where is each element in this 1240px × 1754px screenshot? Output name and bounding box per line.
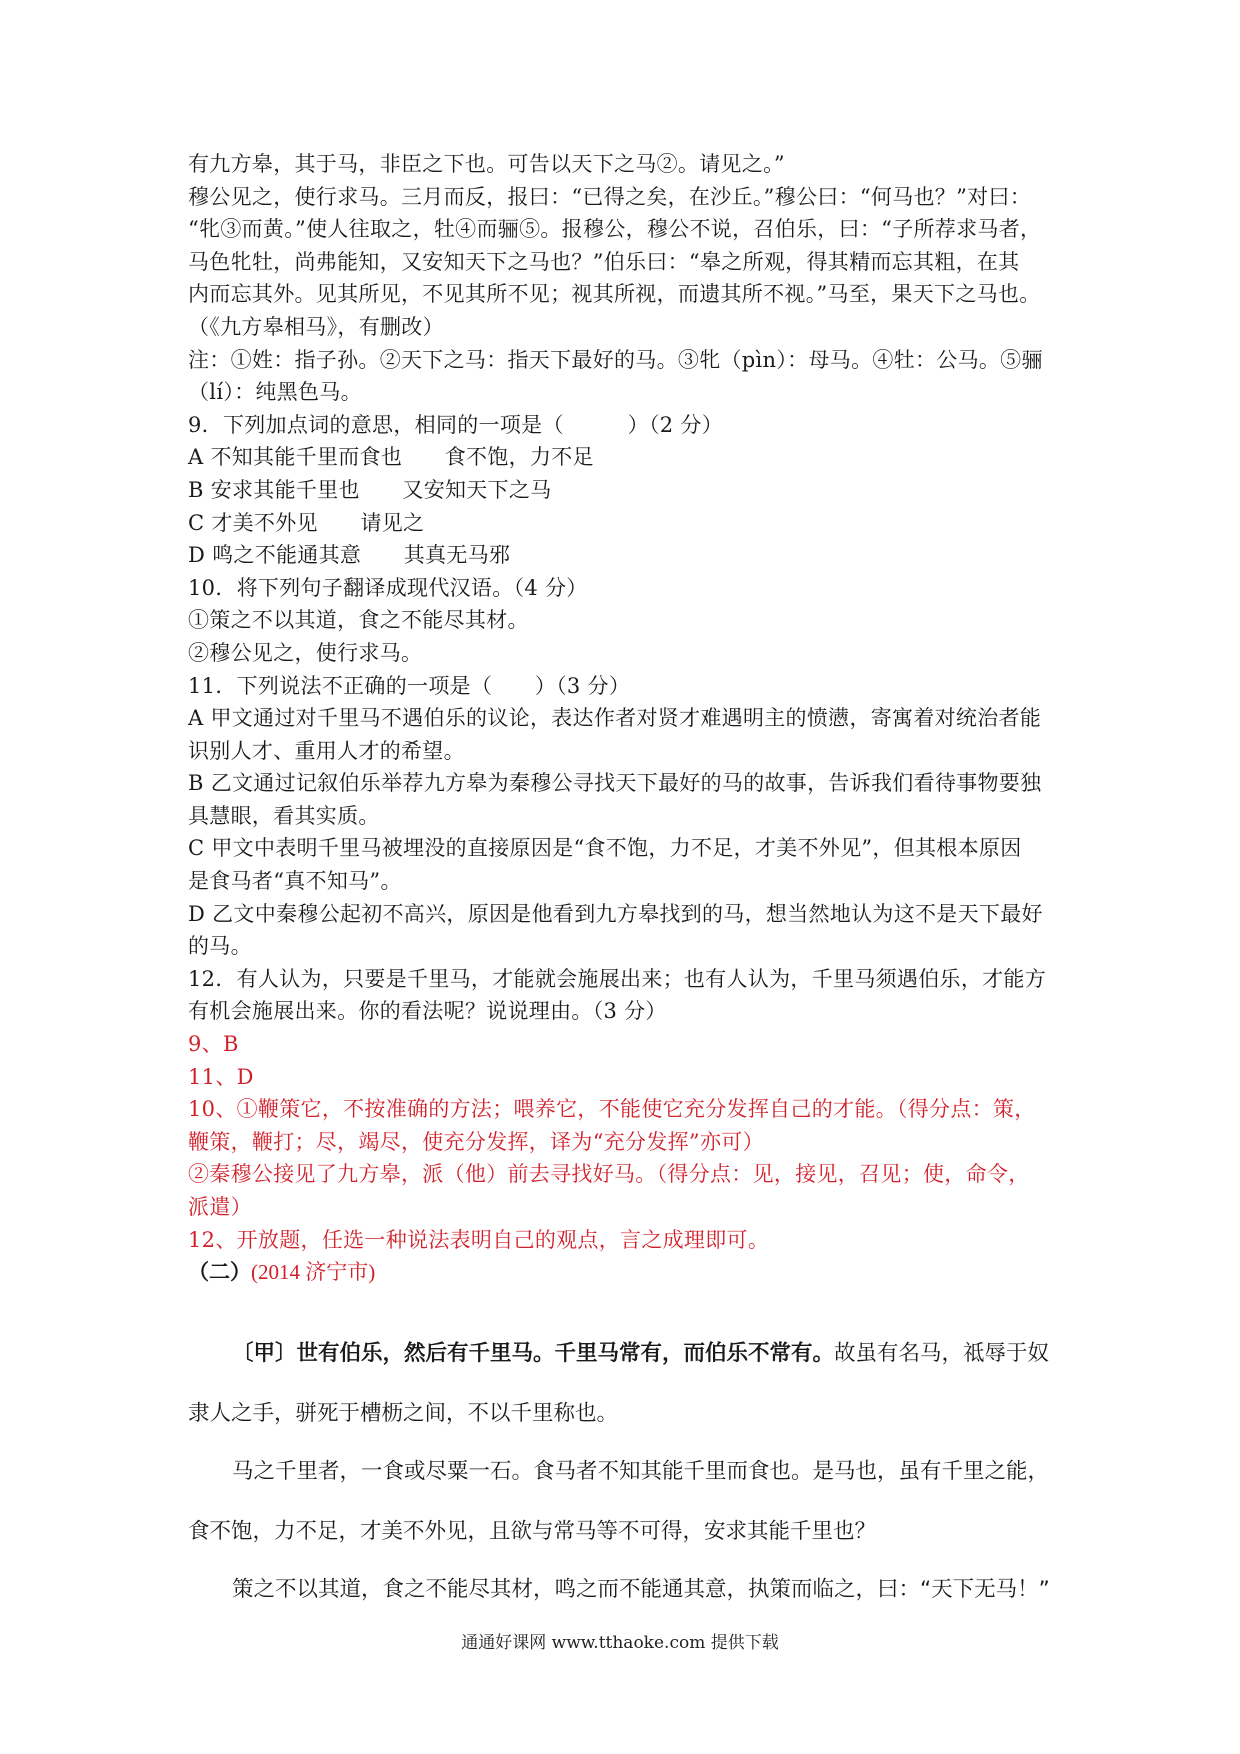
passage-b-source: （《九方皋相马》，有删改）: [188, 314, 444, 339]
question-11-option-b: B 乙文通过记叙伯乐举荐九方皋为秦穆公寻找天下最好的马的故事，告诉我们看待事物要独: [188, 771, 1042, 796]
section-label: （二）: [188, 1259, 251, 1285]
passage-a-line: 隶人之手，骈死于槽枥之间，不以千里称也。: [188, 1401, 619, 1426]
section-source: (2014 济宁市): [251, 1260, 376, 1285]
notes-line: 注：①姓：指子孙。②天下之马：指天下最好的马。③牝（pìn）：母马。④牡：公马。⑤骊: [188, 347, 1043, 372]
passage-b-line: 有九方皋，其于马，非臣之下也。可告以天下之马②。请见之。”: [188, 152, 785, 176]
answer-12: 12、开放题，任选一种说法表明自己的观点，言之成理即可。: [188, 1227, 770, 1252]
section-heading: [188, 1256, 1062, 1289]
passage-a-line: [188, 1336, 1049, 1367]
question-9-stem: 9．下列加点词的意思，相同的一项是（ ）（2 分）: [188, 412, 723, 437]
passage-b-line: “牝③而黄。”使人往取之，牡④而骊⑤。报穆公，穆公不说，召伯乐，曰：“子所荐求马者，: [188, 217, 1042, 242]
question-9-option-c: C 才美不外见 请见之: [188, 510, 425, 535]
question-11-option-d: D 乙文中秦穆公起初不高兴，原因是他看到九方皋找到的马，想当然地认为这不是天下最好: [188, 901, 1043, 926]
passage-a-line: 食不饱，力不足，才美不外见，且欲与常马等不可得，安求其能千里也？: [188, 1519, 877, 1544]
question-9-option-a: A 不知其能千里而食也 食不饱，力不足: [188, 445, 594, 470]
question-11-option-a-cont: 识别人才、重用人才的希望。: [188, 738, 465, 763]
question-9-option-d: D 鸣之不能通其意 其真无马邪: [188, 543, 511, 568]
question-10-stem: 10．将下列句子翻译成现代汉语。（4 分）: [188, 575, 588, 600]
question-11-option-b-cont: 具慧眼，看其实质。: [188, 803, 380, 828]
question-11-option-d-cont: 的马。: [188, 934, 252, 959]
passage-a-bold-text: 〔甲〕世有伯乐，然后有千里马。千里马常有，而伯乐不常有。: [232, 1341, 835, 1366]
passage-a-line: 策之不以其道，食之不能尽其材，鸣之而不能通其意，执策而临之，曰：“天下无马！”: [232, 1577, 1050, 1602]
question-11-option-a: A 甲文通过对千里马不遇伯乐的议论，表达作者对贤才难遇明主的愤懑，寄寓着对统治者能: [188, 706, 1042, 731]
question-12-stem-cont: 有机会施展出来。你的看法呢？说说理由。（3 分）: [188, 999, 667, 1024]
question-9-option-b: B 安求其能千里也 又安知天下之马: [188, 477, 552, 502]
question-11-option-c: C 甲文中表明千里马被埋没的直接原因是“食不饱，力不足，才美不外见”，但其根本原因: [188, 836, 1022, 861]
passage-b-line: 内而忘其外。见其所见，不见其所不见；视其所视，而遗其所不视。”马至，果天下之马也。: [188, 282, 1041, 307]
passage-a-text: 故虽有名马，祗辱于奴: [834, 1341, 1050, 1366]
question-10-sentence-1: ①策之不以其道，食之不能尽其材。: [188, 608, 529, 633]
passage-b-line: 穆公见之，使行求马。三月而反，报曰：“已得之矣，在沙丘。”穆公曰：“何马也？”对曰：: [188, 184, 1032, 209]
question-11-stem: 11．下列说法不正确的一项是（ ）（3 分）: [188, 673, 631, 698]
answer-9: 9、B: [188, 1032, 239, 1057]
notes-line: （lí）：纯黑色马。: [188, 380, 362, 405]
document-page: [188, 148, 1062, 1602]
answer-10-line: ②秦穆公接见了九方皋，派（他）前去寻找好马。（得分点：见，接见，召见；使，命令，: [188, 1162, 1030, 1187]
answer-10-line: 派遣）: [188, 1195, 252, 1219]
question-12-stem: 12．有人认为，只要是千里马，才能就会施展出来；也有人认为，千里马须遇伯乐，才能方: [188, 966, 1047, 991]
passage-a-line: 马之千里者，一食或尽粟一石。食马者不知其能千里而食也。是马也，虽有千里之能，: [232, 1459, 1050, 1484]
answer-11: 11、D: [188, 1064, 254, 1089]
question-10-sentence-2: ②穆公见之，使行求马。: [188, 640, 423, 665]
passage-b-line: 马色牝牡，尚弗能知，又安知天下之马也？”伯乐曰：“皋之所观，得其精而忘其粗，在其: [188, 249, 1020, 274]
answer-10-line: 10、①鞭策它，不按准确的方法；喂养它，不能使它充分发挥自己的才能。（得分点：策，: [188, 1097, 1036, 1122]
page-footer: 通通好课网 www.tthaoke.com 提供下载: [461, 1633, 779, 1653]
question-11-option-c-cont: 是食马者“真不知马”。: [188, 869, 402, 894]
answer-10-line: 鞭策，鞭打；尽，竭尽，使充分发挥，译为“充分发挥”亦可）: [188, 1129, 764, 1154]
